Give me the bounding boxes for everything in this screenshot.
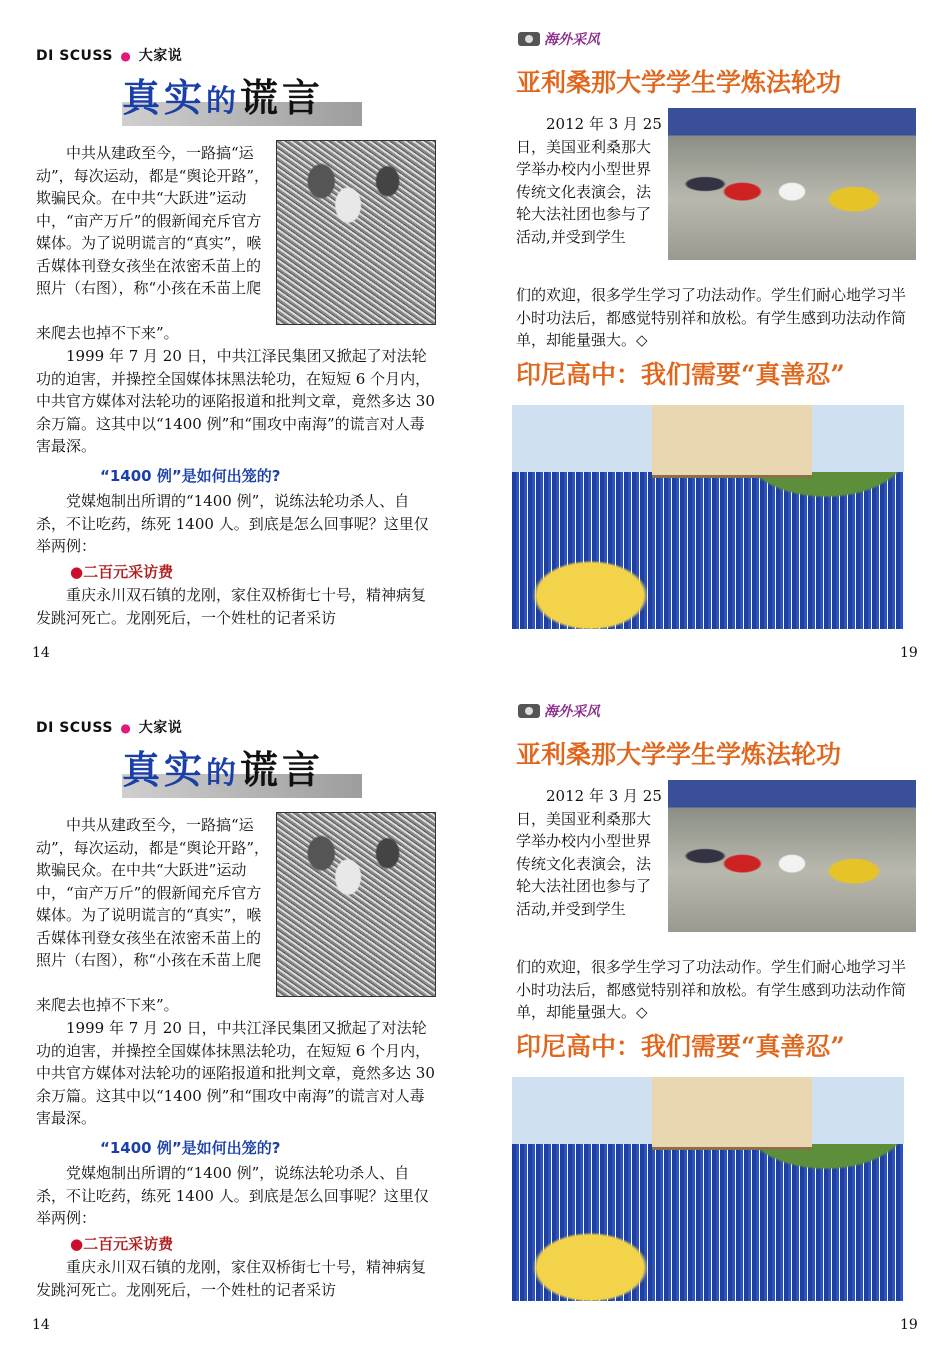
headline-arizona: 亚利桑那大学学生学炼法轮功	[516, 740, 842, 769]
headline-indonesia: 印尼高中：我们需要“真善忍”	[516, 360, 845, 389]
subheading-interview-fee-label: 二百元采访费	[83, 563, 174, 581]
arizona-students-photo	[668, 108, 916, 260]
paragraph-1-end: 来爬去也掉不下来”。	[36, 324, 179, 342]
arizona-students-photo	[668, 780, 916, 932]
indonesia-school-photo	[512, 1077, 904, 1301]
page-number: 14	[32, 1317, 50, 1333]
section-tag-en: DI SCUSS	[36, 720, 113, 736]
subheading-1400: “1400 例”是如何出笼的?	[100, 467, 281, 485]
section-tag-cn: 大家说	[138, 48, 183, 64]
pink-dot-icon: ●	[120, 49, 132, 63]
subheading-interview-fee-label: 二百元采访费	[83, 1235, 174, 1253]
indonesia-school-photo	[512, 405, 904, 629]
section-tag-cn: 大家说	[138, 720, 183, 736]
pink-dot-icon: ●	[120, 721, 132, 735]
paragraph-5: 2012 年 3 月 25 日，美国亚利桑那大学举办校内小型世界传统文化表演会，法轮大法社团也参与了活动,并受到学生	[516, 787, 662, 918]
page-number: 14	[32, 645, 50, 661]
section-tag	[36, 45, 182, 65]
section-tag	[36, 717, 182, 737]
title-part-2: 的	[206, 756, 241, 791]
subheading-interview-fee	[70, 1233, 173, 1254]
subheading-1400: “1400 例”是如何出笼的?	[100, 1139, 281, 1157]
paragraph-1: 中共从建政至今，一路搞“运动”，每次运动，都是“舆论开路”，欺骗民众。在中共“大跃进”运动中，“亩产万斤”的假新闻充斥官方媒体。为了说明谎言的“真实”，喉舌媒体刊登女孩坐在浓密禾苗上的照片（右图），称“小孩在禾苗上爬	[36, 144, 270, 297]
bullet-icon: ●	[70, 563, 84, 581]
girl-on-rice-photo	[276, 140, 436, 325]
title-part-2: 的	[206, 84, 241, 119]
paragraph-4: 重庆永川双石镇的龙刚，家住双桥街七十号，精神病复发跳河死亡。龙刚死后，一个姓杜的记者采访	[36, 1258, 427, 1299]
paragraph-5-end: 们的欢迎，很多学生学习了功法动作。学生们耐心地学习半小时功法后，都感觉特别祥和放松。有学生感到功法动作简单，却能量强大。◇	[516, 286, 907, 349]
column-logo	[518, 28, 618, 50]
column-logo	[518, 700, 618, 722]
right-page	[512, 672, 922, 1344]
page-number: 19	[900, 1317, 918, 1333]
paragraph-5-end: 们的欢迎，很多学生学习了功法动作。学生们耐心地学习半小时功法后，都感觉特别祥和放松。有学生感到功法动作简单，却能量强大。◇	[516, 958, 907, 1021]
paragraph-4: 重庆永川双石镇的龙刚，家住双桥街七十号，精神病复发跳河死亡。龙刚死后，一个姓杜的记者采访	[36, 586, 427, 627]
article-title	[92, 68, 392, 130]
bullet-icon: ●	[70, 1235, 84, 1253]
paragraph-3: 党媒炮制出所谓的“1400 例”，说练法轮功杀人、自杀，不让吃药，练死 1400 人。到底是怎么回事呢？这里仅举两例：	[36, 1164, 429, 1227]
headline-arizona: 亚利桑那大学学生学炼法轮功	[516, 68, 842, 97]
page-spread-bottom	[0, 672, 950, 1344]
title-part-3: 谎言	[240, 747, 325, 792]
title-part-1: 真实	[122, 747, 207, 792]
section-tag-en: DI SCUSS	[36, 48, 113, 64]
paragraph-2: 1999 年 7 月 20 日，中共江泽民集团又掀起了对法轮功的迫害，并操控全国媒体抹黑法轮功，在短短 6 个月内，中共官方媒体对法轮功的诬陷报道和批判文章，竟然多达 30 余万篇。这其中以“1400 例”和“围攻中南海”的谎言对人毒害最深。	[36, 347, 435, 455]
girl-on-rice-photo	[276, 812, 436, 997]
paragraph-1: 中共从建政至今，一路搞“运动”，每次运动，都是“舆论开路”，欺骗民众。在中共“大跃进”运动中，“亩产万斤”的假新闻充斥官方媒体。为了说明谎言的“真实”，喉舌媒体刊登女孩坐在浓密禾苗上的照片（右图），称“小孩在禾苗上爬	[36, 816, 270, 969]
paragraph-3: 党媒炮制出所谓的“1400 例”，说练法轮功杀人、自杀，不让吃药，练死 1400 人。到底是怎么回事呢？这里仅举两例：	[36, 492, 429, 555]
title-part-3: 谎言	[240, 75, 325, 120]
article-title	[92, 740, 392, 802]
column-logo-text: 海外采风	[544, 704, 600, 720]
paragraph-5: 2012 年 3 月 25 日，美国亚利桑那大学举办校内小型世界传统文化表演会，法轮大法社团也参与了活动,并受到学生	[516, 115, 662, 246]
subheading-interview-fee	[70, 561, 173, 582]
title-part-1: 真实	[122, 75, 207, 120]
page-number: 19	[900, 645, 918, 661]
paragraph-1-end: 来爬去也掉不下来”。	[36, 996, 179, 1014]
left-page	[30, 0, 445, 672]
right-page	[512, 0, 922, 672]
camera-icon	[518, 32, 540, 46]
paragraph-2: 1999 年 7 月 20 日，中共江泽民集团又掀起了对法轮功的迫害，并操控全国媒体抹黑法轮功，在短短 6 个月内，中共官方媒体对法轮功的诬陷报道和批判文章，竟然多达 30 余万篇。这其中以“1400 例”和“围攻中南海”的谎言对人毒害最深。	[36, 1019, 435, 1127]
column-logo-text: 海外采风	[544, 32, 600, 48]
headline-indonesia: 印尼高中：我们需要“真善忍”	[516, 1032, 845, 1061]
left-page	[30, 672, 445, 1344]
camera-icon	[518, 704, 540, 718]
page-spread-top	[0, 0, 950, 672]
